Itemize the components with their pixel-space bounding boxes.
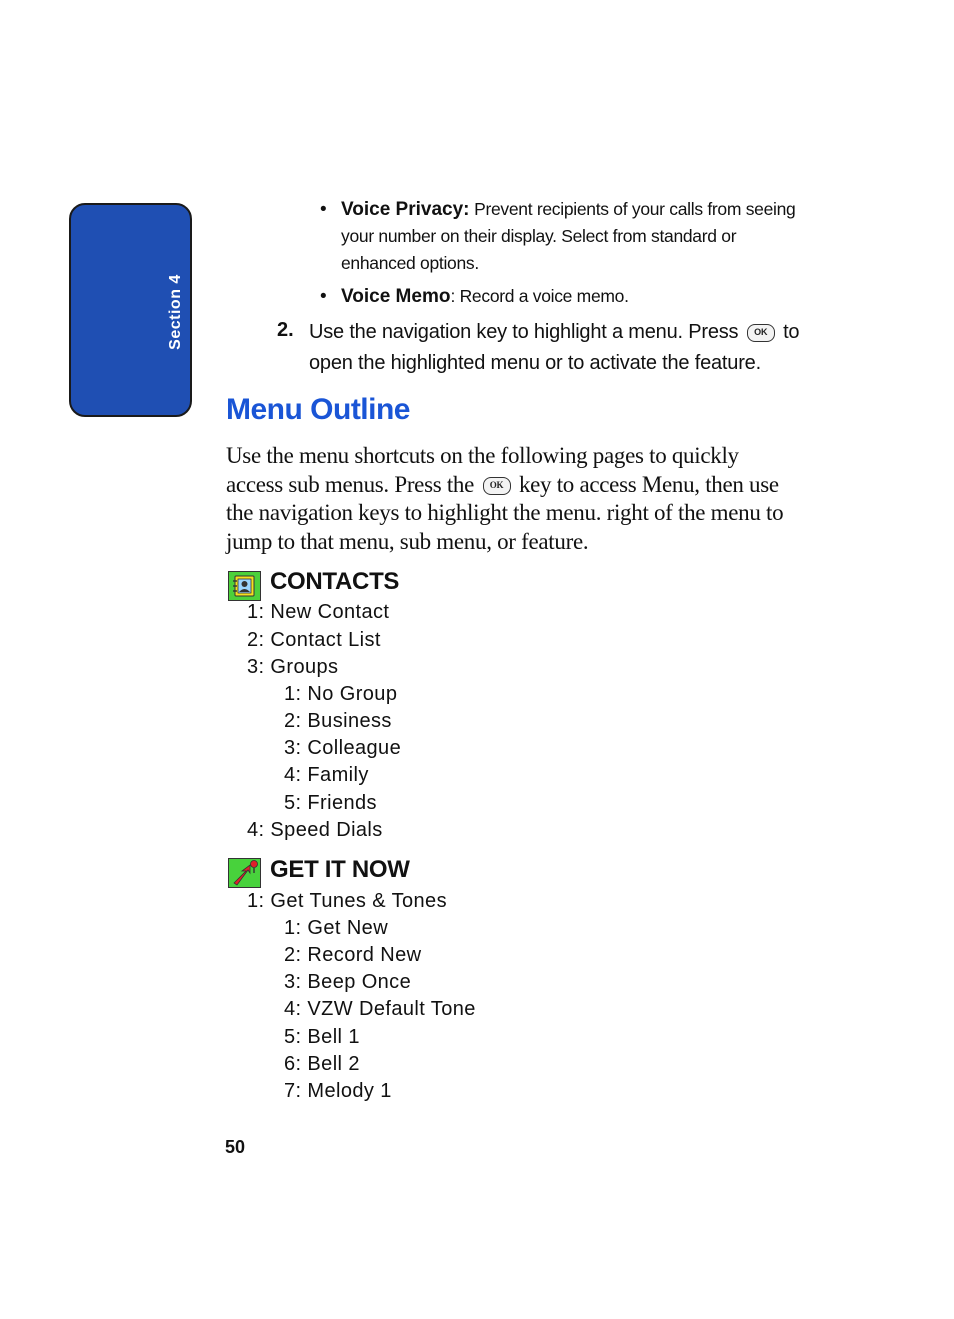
bullet-voice-privacy xyxy=(341,196,801,277)
menu-item: 3: Groups xyxy=(247,656,339,678)
menu-item: 2: Contact List xyxy=(247,629,381,651)
step-text-after: to open the highlighted menu or to activate the feature. xyxy=(309,321,800,374)
ok-key-icon: OK xyxy=(747,324,775,342)
submenu-item: 1: Get New xyxy=(284,917,389,939)
menu-item: 1: New Contact xyxy=(247,601,390,623)
submenu-item: 4: Family xyxy=(284,764,369,786)
submenu-item: 5: Bell 1 xyxy=(284,1026,360,1048)
step-text-before: Use the navigation key to highlight a menu. Press xyxy=(309,321,739,343)
submenu-item: 4: VZW Default Tone xyxy=(284,998,476,1020)
page-number: 50 xyxy=(225,1137,246,1157)
submenu-item: 2: Business xyxy=(284,710,392,732)
get-it-now-icon xyxy=(228,858,261,888)
bullet-term: Voice Memo xyxy=(341,286,451,307)
intro-text-before: Use the menu shortcuts on the following pages to quickly access sub menus. Press the xyxy=(226,443,739,497)
submenu-item: 1: No Group xyxy=(284,683,398,705)
section-title-get-it-now: GET IT NOW xyxy=(270,856,410,883)
submenu-item: 5: Friends xyxy=(284,792,377,814)
intro-text-after: key to access Menu, then use the navigation keys to highlight the menu. right of the menu to jump to that menu, sub menu, or feature. xyxy=(226,471,784,554)
ok-key-icon: OK xyxy=(483,477,511,495)
bullet-marker: • xyxy=(320,199,327,220)
bullet-term: Voice Privacy: xyxy=(341,199,470,220)
submenu-item: 7: Melody 1 xyxy=(284,1080,392,1102)
submenu-item: 3: Colleague xyxy=(284,737,402,759)
bullet-description: : Record a voice memo. xyxy=(450,286,629,306)
step-text xyxy=(309,317,809,379)
menu-item: 1: Get Tunes & Tones xyxy=(247,890,447,912)
submenu-item: 2: Record New xyxy=(284,944,422,966)
page-heading: Menu Outline xyxy=(226,393,410,426)
bullet-marker: • xyxy=(320,286,327,307)
section-title-contacts: CONTACTS xyxy=(270,568,400,595)
step-number: 2. xyxy=(277,319,294,341)
intro-paragraph xyxy=(226,442,801,556)
bullet-voice-memo xyxy=(341,283,801,310)
bullet-description: Prevent recipients of your calls from seeing your number on their display. Select from standard or enhanced options. xyxy=(341,199,796,273)
section-tab-label: Section 4 xyxy=(167,274,184,350)
contacts-icon xyxy=(228,571,261,601)
menu-item: 4: Speed Dials xyxy=(247,819,383,841)
submenu-item: 3: Beep Once xyxy=(284,971,412,993)
submenu-item: 6: Bell 2 xyxy=(284,1053,360,1075)
